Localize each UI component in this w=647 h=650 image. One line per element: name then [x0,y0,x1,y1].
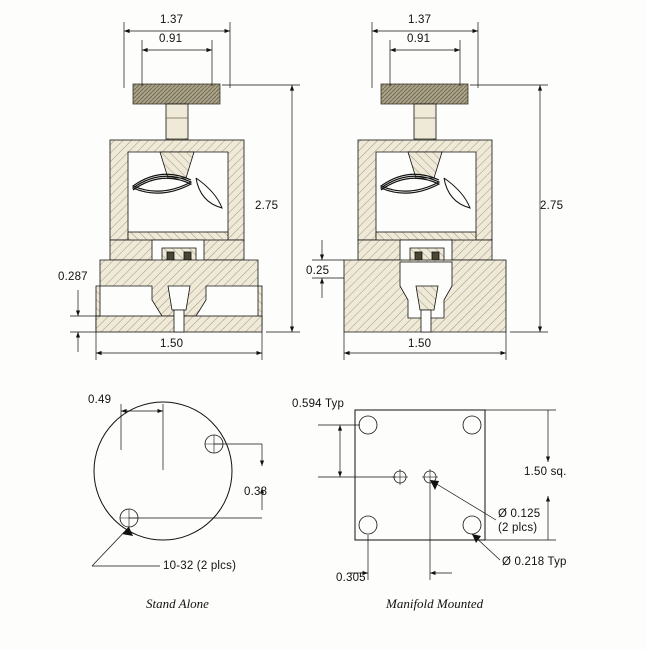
dim-mmb-square: 1.50 sq. [524,466,567,478]
dim-mm-stem-width: 0.91 [407,33,431,45]
dim-sab-port: 0.38 [244,486,268,498]
note-mmb-hole-large: Ø 0.218 Typ [502,556,567,568]
caption-manifold-mounted: Manifold Mounted [386,596,484,611]
dim-mm-height: 2.75 [540,200,564,212]
note-mmb-hole-small: Ø 0.125 [498,508,541,520]
dim-mm-base-width: 1.50 [408,338,432,350]
note-mmb-hole-small-qty: (2 plcs) [498,522,538,534]
dim-sa-top-width: 1.37 [160,14,184,26]
dim-mm-top-width: 1.37 [408,14,432,26]
dim-sa-stem-width: 0.91 [159,33,183,45]
dim-sa-base-offset: 0.287 [58,271,88,283]
note-sab-thread: 10-32 (2 plcs) [163,560,237,572]
dim-mmb-typ-vert: 0.594 Typ [292,398,345,410]
caption-stand-alone: Stand Alone [146,596,209,611]
dim-sab-offset: 0.49 [88,394,112,406]
dim-mmb-horiz: 0.305 [336,572,366,584]
dim-sa-base-width: 1.50 [160,338,184,350]
dim-mm-base-offset: 0.25 [306,265,330,277]
dim-sa-height: 2.75 [255,200,279,212]
